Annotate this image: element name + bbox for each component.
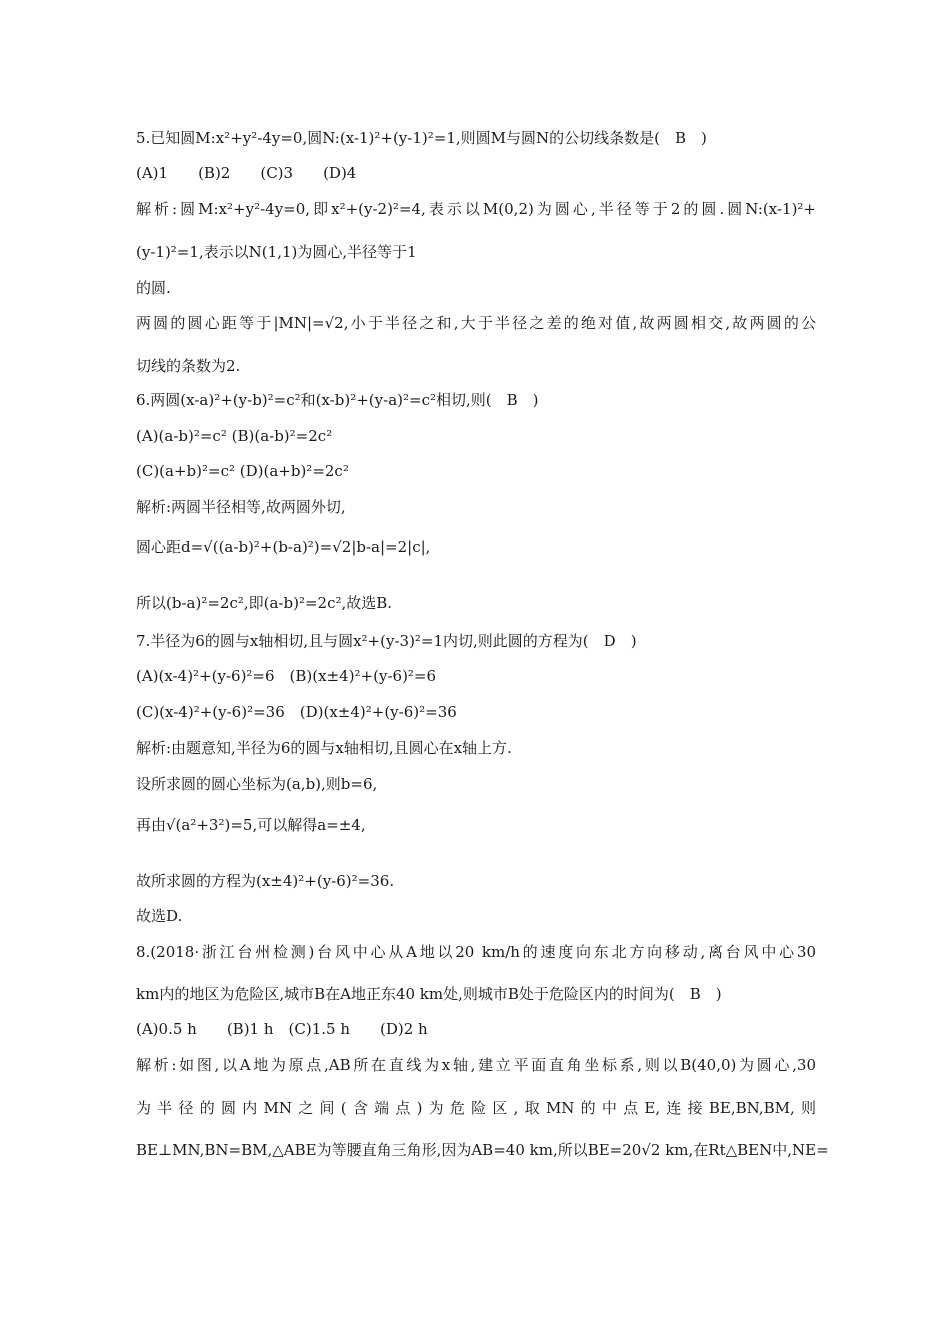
q5-options: (A)1 (B)2 (C)3 (D)4 bbox=[136, 164, 357, 182]
q5-solution-line: 解析:圆M:x²+y²-4y=0,即x²+(y-2)²=4,表示以M(0,2)为圆心,半径等于2的圆.圆N:(x-1)²+ bbox=[136, 200, 816, 218]
q7-options: (A)(x-4)²+(y-6)²=6 (B)(x±4)²+(y-6)²=6 bbox=[136, 667, 437, 685]
q6-options: (C)(a+b)²=c² (D)(a+b)²=2c² bbox=[136, 462, 349, 480]
q8-solution-line: 解析:如图,以A地为原点,AB所在直线为x轴,建立平面直角坐标系,则以B(40,0)为圆心,30 bbox=[136, 1056, 816, 1074]
q7-solution-line: 故所求圆的方程为(x±4)²+(y-6)²=36. bbox=[136, 872, 395, 890]
q7-solution-line: 解析:由题意知,半径为6的圆与x轴相切,且圆心在x轴上方. bbox=[136, 739, 512, 757]
q6-solution-line: 圆心距d=√((a-b)²+(b-a)²)=√2|b-a|=2|c|, bbox=[136, 538, 431, 556]
q7-stem: 7.半径为6的圆与x轴相切,且与圆x²+(y-3)²=1内切,则此圆的方程为( D ) bbox=[136, 632, 637, 650]
q5-solution-line: (y-1)²=1,表示以N(1,1)为圆心,半径等于1 bbox=[136, 243, 417, 261]
q6-options: (A)(a-b)²=c² (B)(a-b)²=2c² bbox=[136, 427, 333, 445]
q8-stem: 8.(2018·浙江台州检测)台风中心从A地以20 km/h的速度向东北方向移动,离台风中心30 bbox=[136, 943, 816, 961]
q6-stem: 6.两圆(x-a)²+(y-b)²=c²和(x-b)²+(y-a)²=c²相切,则( B ) bbox=[136, 391, 539, 409]
q7-options: (C)(x-4)²+(y-6)²=36 (D)(x±4)²+(y-6)²=36 bbox=[136, 703, 457, 721]
q6-solution-line: 解析:两圆半径相等,故两圆外切, bbox=[136, 498, 346, 516]
q7-solution-line: 设所求圆的圆心坐标为(a,b),则b=6, bbox=[136, 775, 378, 793]
q5-solution-line: 切线的条数为2. bbox=[136, 357, 241, 375]
q8-solution-line: BE⊥MN,BN=BM,△ABE为等腰直角三角形,因为AB=40 km,所以BE=20√2 km,在Rt△BEN中,NE= bbox=[136, 1141, 829, 1159]
q7-solution-line: 再由√(a²+3²)=5,可以解得a=±4, bbox=[136, 816, 366, 834]
q5-stem: 5.已知圆M:x²+y²-4y=0,圆N:(x-1)²+(y-1)²=1,则圆M与圆N的公切线条数是( B ) bbox=[136, 129, 707, 147]
q8-options: (A)0.5 h (B)1 h (C)1.5 h (D)2 h bbox=[136, 1020, 428, 1038]
q5-solution-line: 两圆的圆心距等于|MN|=√2,小于半径之和,大于半径之差的绝对值,故两圆相交,故两圆的公 bbox=[136, 314, 816, 332]
q8-solution-line: 为半径的圆内MN之间(含端点)为危险区,取MN的中点E,连接BE,BN,BM,则 bbox=[136, 1099, 816, 1117]
q8-stem: km内的地区为危险区,城市B在A地正东40 km处,则城市B处于危险区内的时间为( B ) bbox=[136, 985, 722, 1003]
q7-solution-line: 故选D. bbox=[136, 907, 183, 925]
q5-solution-line: 的圆. bbox=[136, 279, 171, 297]
q6-solution-line: 所以(b-a)²=2c²,即(a-b)²=2c²,故选B. bbox=[136, 594, 393, 612]
